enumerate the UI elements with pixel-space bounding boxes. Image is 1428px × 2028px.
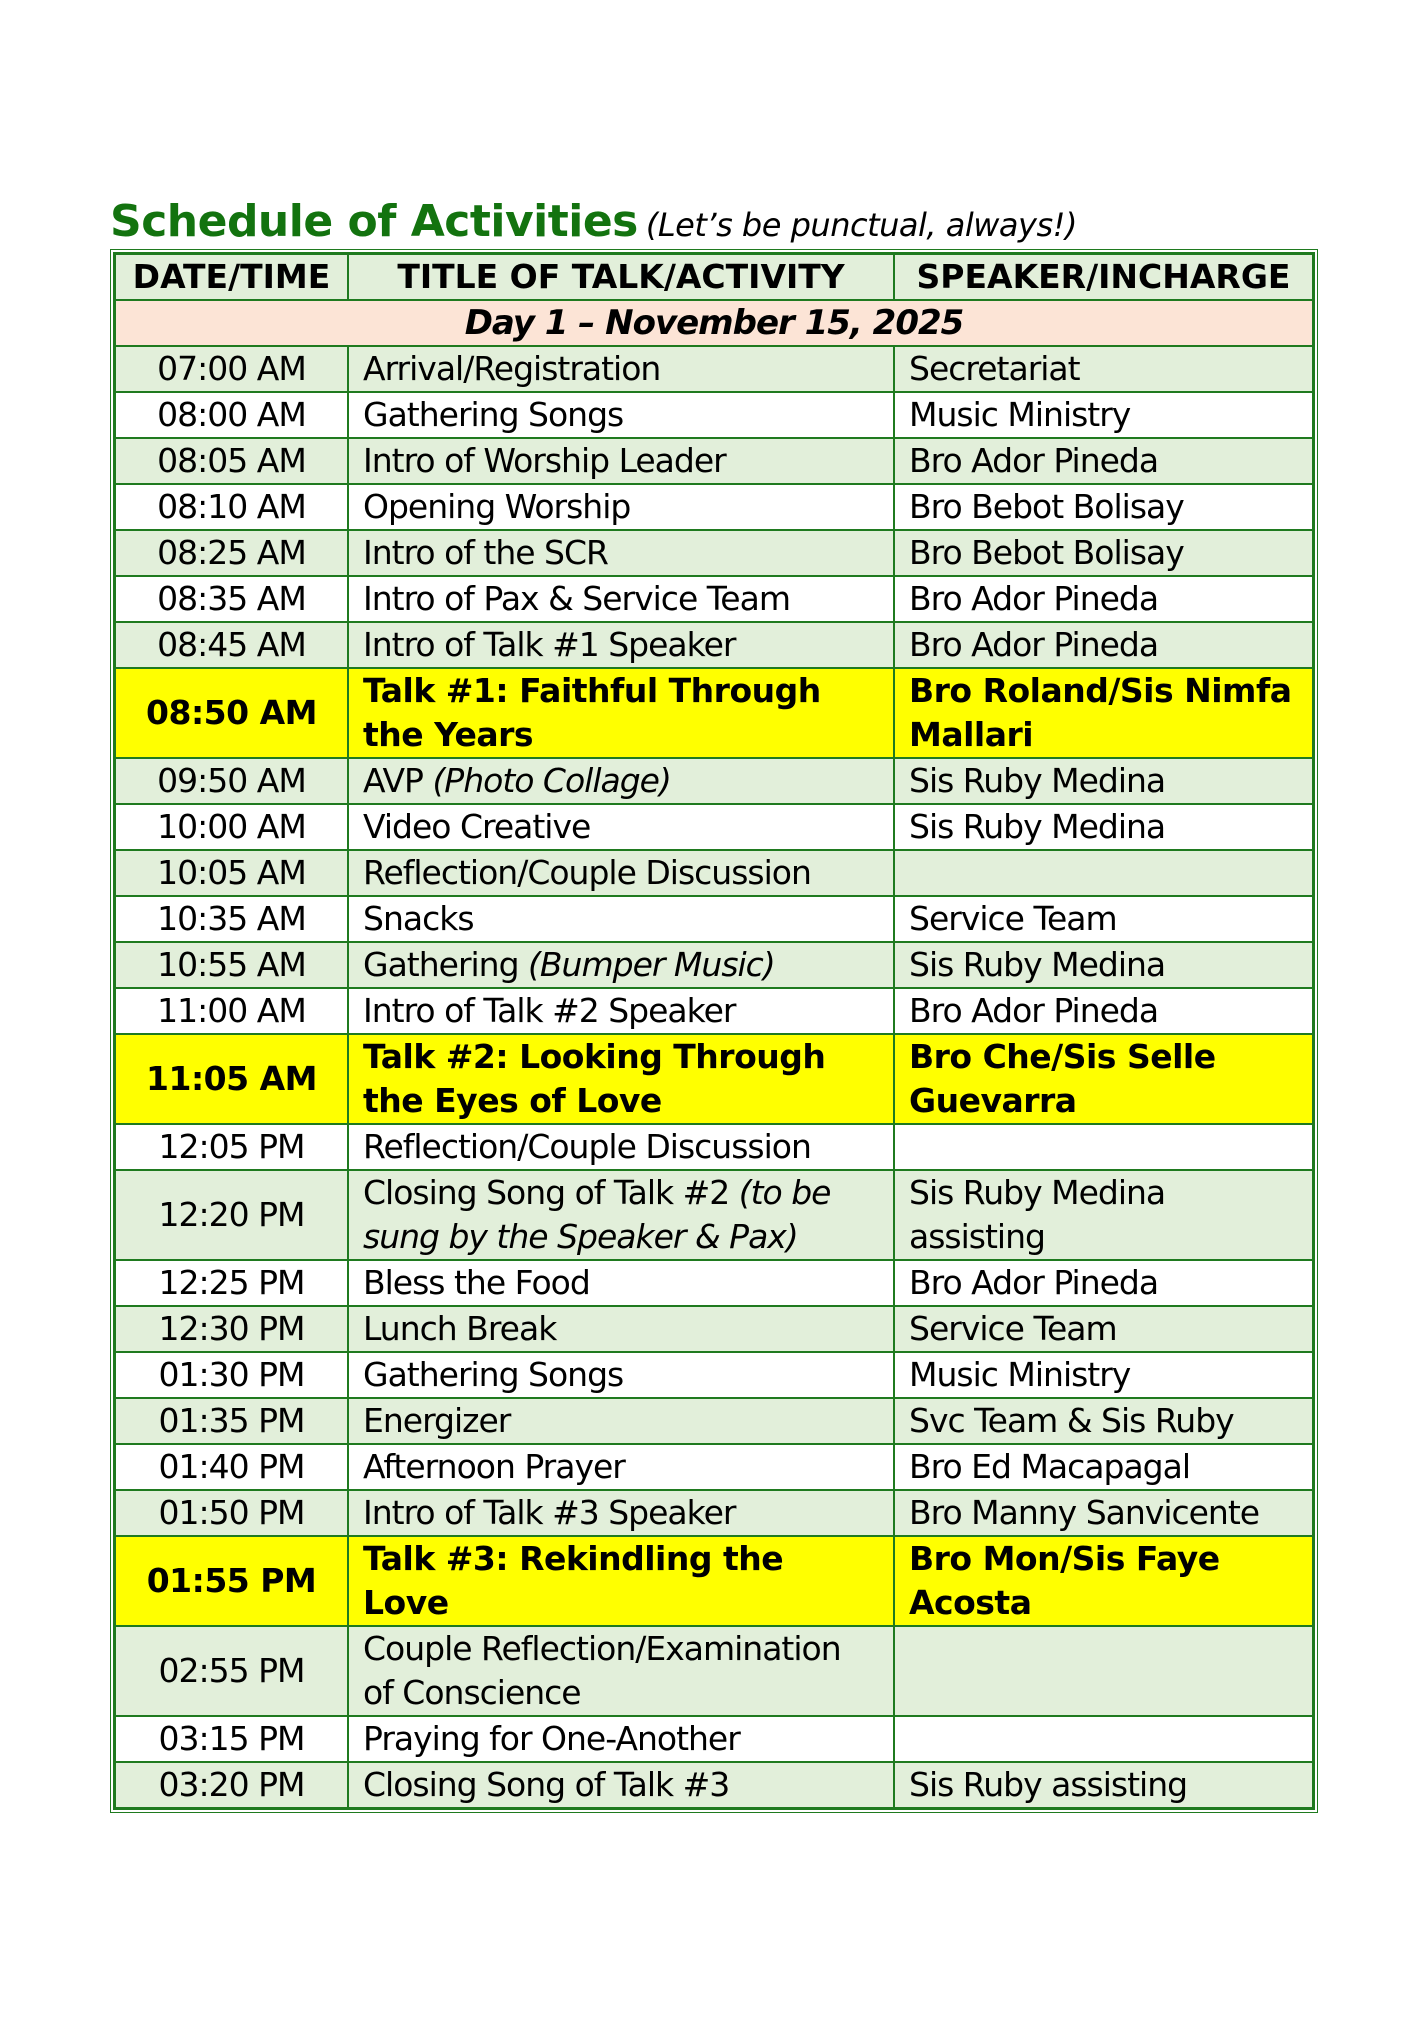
activity-cell: [348, 438, 894, 484]
activity-title: Closing Song of Talk #2: [363, 1173, 739, 1212]
table-row: [115, 1490, 1313, 1536]
table-row: [115, 988, 1313, 1034]
activity-title: Opening Worship: [363, 487, 631, 526]
activity-title: Praying for One-Another: [363, 1719, 740, 1758]
time-cell: 03:15 PM: [115, 1716, 348, 1762]
speaker-cell: Bro Bebot Bolisay: [894, 530, 1313, 576]
talk-row: [115, 1536, 1313, 1626]
schedule-table: [110, 249, 1318, 1813]
table-row: [115, 438, 1313, 484]
time-cell: 08:10 AM: [115, 484, 348, 530]
speaker-cell: Service Team: [894, 1306, 1313, 1352]
activity-title: Bless the Food: [363, 1263, 590, 1302]
speaker-cell: Bro Bebot Bolisay: [894, 484, 1313, 530]
activity-cell: [348, 942, 894, 988]
time-cell: 12:25 PM: [115, 1260, 348, 1306]
time-cell: 01:55 PM: [115, 1536, 348, 1626]
table-row: [115, 530, 1313, 576]
table-header-row: [115, 254, 1313, 300]
activity-cell: [348, 1260, 894, 1306]
activity-cell: [348, 758, 894, 804]
activity-cell: [348, 896, 894, 942]
activity-cell: [348, 1170, 894, 1260]
time-cell: 10:05 AM: [115, 850, 348, 896]
activity-cell: [348, 668, 894, 758]
activity-cell: [348, 484, 894, 530]
activity-cell: [348, 1352, 894, 1398]
activity-cell: [348, 1124, 894, 1170]
day-row: [115, 300, 1313, 346]
activity-cell: [348, 1716, 894, 1762]
activity-title: Intro of the SCR: [363, 533, 608, 572]
time-cell: 02:55 PM: [115, 1626, 348, 1716]
activity-title: Lunch Break: [363, 1309, 557, 1348]
page-title: Schedule of Activities: [110, 196, 638, 247]
time-cell: 08:50 AM: [115, 668, 348, 758]
day-label: Day 1 – November 15, 2025: [115, 300, 1313, 346]
speaker-cell: [894, 1626, 1313, 1716]
table-row: [115, 758, 1313, 804]
speaker-cell: Sis Ruby Medina: [894, 804, 1313, 850]
page-subtitle: (Let’s be punctual, always!): [645, 206, 1077, 244]
time-cell: 11:05 AM: [115, 1034, 348, 1124]
table-row: [115, 1260, 1313, 1306]
activity-cell: [348, 988, 894, 1034]
time-cell: 12:20 PM: [115, 1170, 348, 1260]
speaker-cell: Bro Ador Pineda: [894, 988, 1313, 1034]
table-row: [115, 576, 1313, 622]
activity-title: Intro of Talk #3 Speaker: [363, 1493, 736, 1532]
table-row: [115, 1626, 1313, 1716]
time-cell: 08:25 AM: [115, 530, 348, 576]
time-cell: 08:35 AM: [115, 576, 348, 622]
activity-cell: [348, 804, 894, 850]
header-speaker: SPEAKER/INCHARGE: [894, 254, 1313, 300]
activity-cell: [348, 622, 894, 668]
speaker-cell: Sis Ruby Medina assisting: [894, 1170, 1313, 1260]
activity-note: (Bumper Music): [528, 945, 775, 984]
time-cell: 08:05 AM: [115, 438, 348, 484]
speaker-cell: [894, 850, 1313, 896]
activity-cell: [348, 1626, 894, 1716]
time-cell: 03:20 PM: [115, 1762, 348, 1808]
table-row: [115, 1124, 1313, 1170]
activity-cell: [348, 1444, 894, 1490]
speaker-cell: Sis Ruby Medina: [894, 758, 1313, 804]
time-cell: 10:00 AM: [115, 804, 348, 850]
table-row: [115, 1306, 1313, 1352]
time-cell: 01:40 PM: [115, 1444, 348, 1490]
table-row: [115, 392, 1313, 438]
table-row: [115, 1444, 1313, 1490]
activity-cell: [348, 1536, 894, 1626]
activity-title: Video Creative: [363, 807, 591, 846]
time-cell: 10:55 AM: [115, 942, 348, 988]
table-row: [115, 346, 1313, 392]
activity-title: Snacks: [363, 899, 474, 938]
time-cell: 11:00 AM: [115, 988, 348, 1034]
time-cell: 12:05 PM: [115, 1124, 348, 1170]
header-datetime: DATE/TIME: [115, 254, 348, 300]
activity-title: Gathering Songs: [363, 1355, 624, 1394]
activity-title: Reflection/Couple Discussion: [363, 853, 811, 892]
speaker-cell: Bro Manny Sanvicente: [894, 1490, 1313, 1536]
time-cell: 07:00 AM: [115, 346, 348, 392]
activity-cell: [348, 346, 894, 392]
table-row: [115, 942, 1313, 988]
speaker-cell: Bro Roland/Sis Nimfa Mallari: [894, 668, 1313, 758]
activity-title: AVP: [363, 761, 433, 800]
table-row: [115, 1716, 1313, 1762]
speaker-cell: Bro Ador Pineda: [894, 622, 1313, 668]
speaker-cell: Sis Ruby assisting: [894, 1762, 1313, 1808]
table-row: [115, 1170, 1313, 1260]
time-cell: 08:00 AM: [115, 392, 348, 438]
activity-cell: [348, 1306, 894, 1352]
speaker-cell: Service Team: [894, 896, 1313, 942]
activity-cell: [348, 1762, 894, 1808]
activity-cell: [348, 576, 894, 622]
page-heading: [110, 196, 1077, 247]
activity-title: Reflection/Couple Discussion: [363, 1127, 811, 1166]
activity-title: Intro of Pax & Service Team: [363, 579, 790, 618]
activity-cell: [348, 1034, 894, 1124]
time-cell: 01:30 PM: [115, 1352, 348, 1398]
table-row: [115, 1762, 1313, 1808]
activity-title: Talk #1: Faithful Through the Years: [363, 671, 821, 754]
speaker-cell: Bro Mon/Sis Faye Acosta: [894, 1536, 1313, 1626]
activity-cell: [348, 850, 894, 896]
activity-cell: [348, 1398, 894, 1444]
table-row: [115, 484, 1313, 530]
header-title: TITLE OF TALK/ACTIVITY: [348, 254, 894, 300]
activity-title: Intro of Talk #2 Speaker: [363, 991, 736, 1030]
speaker-cell: Bro Ador Pineda: [894, 576, 1313, 622]
activity-cell: [348, 392, 894, 438]
activity-cell: [348, 530, 894, 576]
time-cell: 01:35 PM: [115, 1398, 348, 1444]
activity-title: Talk #3: Rekindling the Love: [363, 1539, 784, 1622]
activity-cell: [348, 1490, 894, 1536]
activity-note: (Photo Collage): [432, 761, 671, 800]
activity-title: Intro of Talk #1 Speaker: [363, 625, 736, 664]
talk-row: [115, 668, 1313, 758]
table-row: [115, 896, 1313, 942]
table-row: [115, 804, 1313, 850]
activity-title: Couple Reflection/Examination of Conscience: [363, 1629, 841, 1712]
speaker-cell: [894, 1124, 1313, 1170]
talk-row: [115, 1034, 1313, 1124]
time-cell: 01:50 PM: [115, 1490, 348, 1536]
activity-title: Talk #2: Looking Through the Eyes of Love: [363, 1037, 826, 1120]
speaker-cell: [894, 1716, 1313, 1762]
activity-title: Arrival/Registration: [363, 349, 661, 388]
time-cell: 12:30 PM: [115, 1306, 348, 1352]
table-row: [115, 622, 1313, 668]
activity-note: (to be sung by the Speaker & Pax): [363, 1173, 831, 1256]
speaker-cell: Svc Team & Sis Ruby: [894, 1398, 1313, 1444]
speaker-cell: Bro Ador Pineda: [894, 438, 1313, 484]
table-row: [115, 1352, 1313, 1398]
activity-title: Afternoon Prayer: [363, 1447, 625, 1486]
activity-title: Gathering Songs: [363, 395, 624, 434]
activity-title: Intro of Worship Leader: [363, 441, 726, 480]
time-cell: 10:35 AM: [115, 896, 348, 942]
speaker-cell: Music Ministry: [894, 1352, 1313, 1398]
activity-title: Closing Song of Talk #3: [363, 1765, 730, 1804]
time-cell: 09:50 AM: [115, 758, 348, 804]
speaker-cell: Sis Ruby Medina: [894, 942, 1313, 988]
speaker-cell: Bro Che/Sis Selle Guevarra: [894, 1034, 1313, 1124]
speaker-cell: Bro Ed Macapagal: [894, 1444, 1313, 1490]
activity-title: Gathering: [363, 945, 529, 984]
speaker-cell: Music Ministry: [894, 392, 1313, 438]
table-row: [115, 1398, 1313, 1444]
activity-title: Energizer: [363, 1401, 511, 1440]
table-row: [115, 850, 1313, 896]
speaker-cell: Secretariat: [894, 346, 1313, 392]
time-cell: 08:45 AM: [115, 622, 348, 668]
speaker-cell: Bro Ador Pineda: [894, 1260, 1313, 1306]
